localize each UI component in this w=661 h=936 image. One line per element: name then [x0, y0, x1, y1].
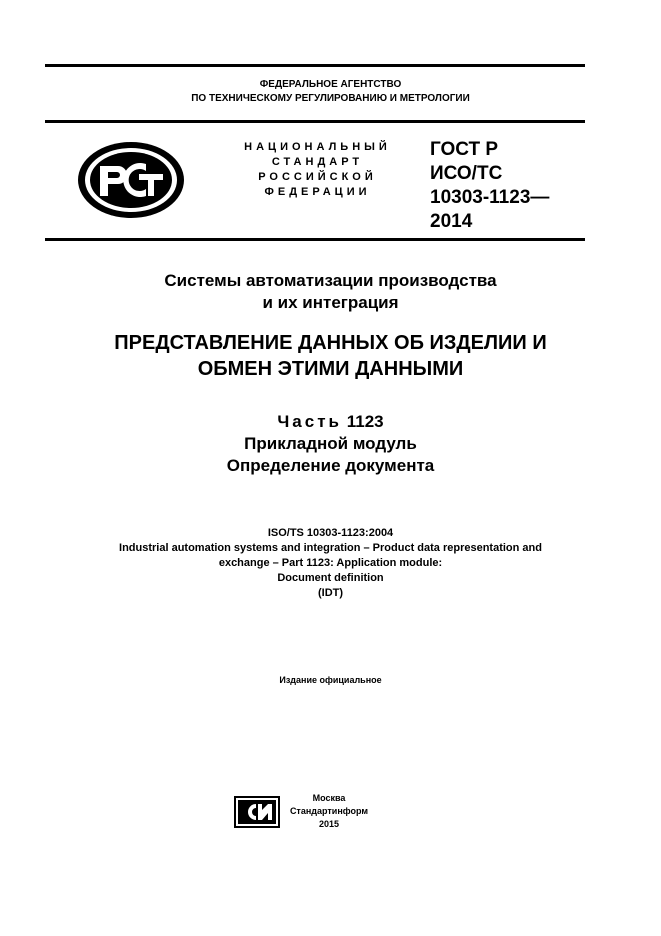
standard-kind-line: ФЕДЕРАЦИИ — [264, 186, 371, 198]
part-heading — [0, 411, 661, 477]
title-line: и их интеграция — [262, 293, 399, 312]
agency-line-1: ФЕДЕРАЛЬНОЕ АГЕНТСТВО — [259, 79, 402, 90]
document-subtitle — [0, 330, 661, 382]
iso-ref-number: ISO/TS 10303-1123:2004 — [267, 527, 394, 539]
top-rule — [45, 64, 585, 67]
standard-kind-line: НАЦИОНАЛЬНЫЙ — [244, 141, 391, 153]
standartinform-logo-icon — [234, 796, 280, 828]
iso-title-line: Industrial automation systems and integration – Product data representation and — [119, 542, 542, 554]
title-line: Системы автоматизации производства — [164, 271, 497, 290]
designation-line: ИСО/ТС — [430, 163, 503, 184]
subtitle-line: ПРЕДСТАВЛЕНИЕ ДАННЫХ ОБ ИЗДЕЛИИ И — [114, 332, 547, 354]
iso-title-line: exchange – Part 1123: Application module: — [218, 557, 443, 569]
designation-line: 10303-1123— — [430, 187, 550, 208]
publisher-name: Стандартинформ — [289, 806, 369, 816]
agency-header — [0, 78, 661, 106]
publisher-year: 2015 — [318, 819, 340, 829]
standard-kind-line: СТАНДАРТ — [271, 156, 364, 168]
part-number-line — [0, 411, 661, 433]
part-number: 1123 — [346, 412, 384, 431]
iso-reference — [0, 526, 661, 601]
publisher-info — [284, 792, 374, 831]
edition-note: Издание официальное — [279, 675, 382, 685]
subtitle-line: ОБМЕН ЭТИМИ ДАННЫМИ — [197, 358, 464, 380]
designation-line: 2014 — [430, 211, 473, 232]
part-label: Часть — [277, 412, 342, 431]
gost-certification-logo-icon — [76, 140, 186, 220]
standard-kind-line: РОССИЙСКОЙ — [258, 171, 377, 183]
iso-identity-marker: (IDT) — [317, 587, 344, 599]
document-title — [0, 270, 661, 314]
designation-line: ГОСТ Р — [430, 139, 499, 160]
header-rule — [45, 120, 585, 123]
title-block-rule — [45, 238, 585, 241]
iso-title-line: Document definition — [277, 572, 384, 584]
part-title-line-2: Определение документа — [226, 456, 435, 475]
publisher-city: Москва — [312, 793, 346, 803]
part-title-line-1: Прикладной модуль — [244, 434, 417, 453]
agency-line-2: ПО ТЕХНИЧЕСКОМУ РЕГУЛИРОВАНИЮ И МЕТРОЛОГИИ — [191, 93, 470, 104]
standard-kind — [210, 140, 425, 200]
standard-designation — [430, 138, 549, 234]
